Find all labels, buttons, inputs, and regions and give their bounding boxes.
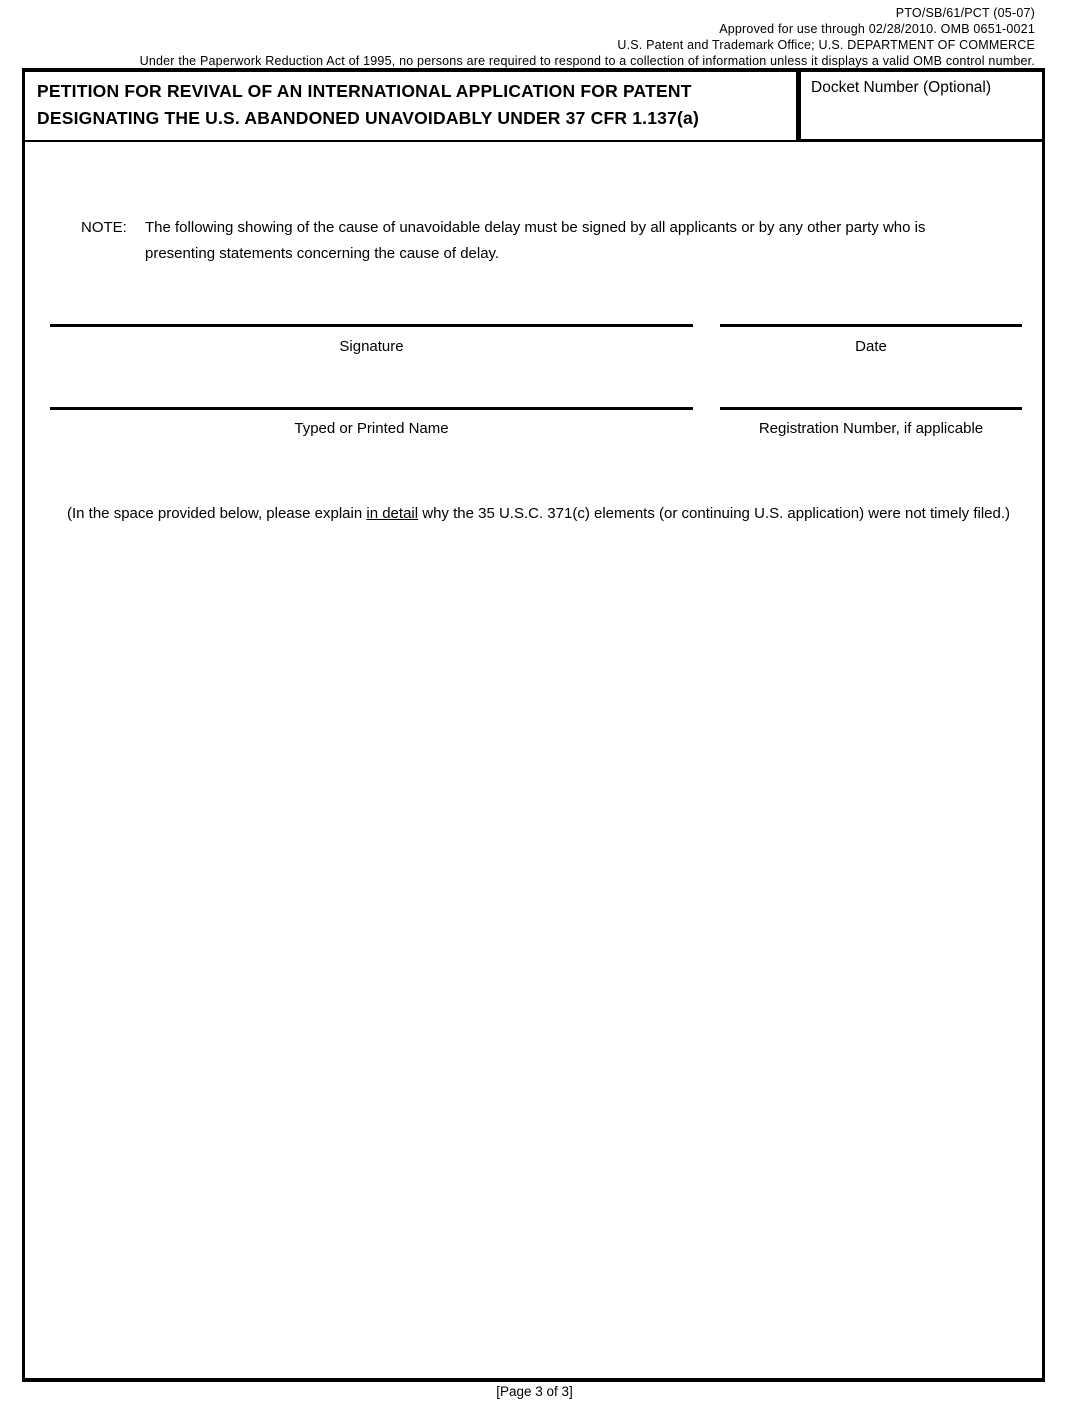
date-label: Date (855, 338, 887, 355)
title-row (25, 72, 1042, 142)
docket-number-field[interactable] (801, 72, 1042, 142)
typed-name-label: Typed or Printed Name (294, 420, 449, 437)
explanation-pre-text: (In the space provided below, please explain (67, 505, 367, 522)
docket-number-label: Docket Number (Optional) (811, 79, 992, 96)
explanation-underlined-text: in detail (366, 505, 419, 522)
paperwork-reduction-notice: Under the Paperwork Reduction Act of 1995, no persons are required to respond to a collection of information unless it displays a valid OMB control number. (139, 54, 1035, 68)
signature-line[interactable] (50, 324, 693, 338)
explanation-instruction (67, 500, 1035, 527)
typed-name-line[interactable] (50, 407, 693, 421)
registration-number-label: Registration Number, if applicable (758, 420, 984, 437)
agency-line: U.S. Patent and Trademark Office; U.S. DEPARTMENT OF COMMERCE (617, 38, 1035, 52)
omb-approval-line: Approved for use through 02/28/2010. OMB 0651-0021 (719, 22, 1035, 36)
date-line[interactable] (720, 324, 1022, 338)
form-body-box (22, 68, 1045, 1382)
note-text: The following showing of the cause of unavoidable delay must be signed by all applicants or by any other party who is presenting statements concerning the cause of delay. (145, 219, 926, 262)
form-number: PTO/SB/61/PCT (05-07) (895, 6, 1035, 20)
form-title: PETITION FOR REVIVAL OF AN INTERNATIONAL APPLICATION FOR PATENT DESIGNATING THE U.S. ABANDONED UNAVOIDABLY UNDER 37 CFR 1.137(a) (25, 72, 801, 142)
page-indicator: [Page 3 of 3] (496, 1384, 573, 1399)
explanation-post-text: why the 35 U.S.C. 371(c) elements (or continuing U.S. application) were not timely filed.) (418, 505, 1011, 522)
note-paragraph (81, 215, 993, 267)
explanation-writing-area[interactable] (28, 562, 1039, 1375)
signature-label: Signature (339, 338, 404, 355)
note-label: NOTE: (81, 219, 127, 236)
docket-number-value[interactable] (811, 98, 1034, 122)
registration-number-line[interactable] (720, 407, 1022, 421)
form-header (34, 5, 1035, 69)
